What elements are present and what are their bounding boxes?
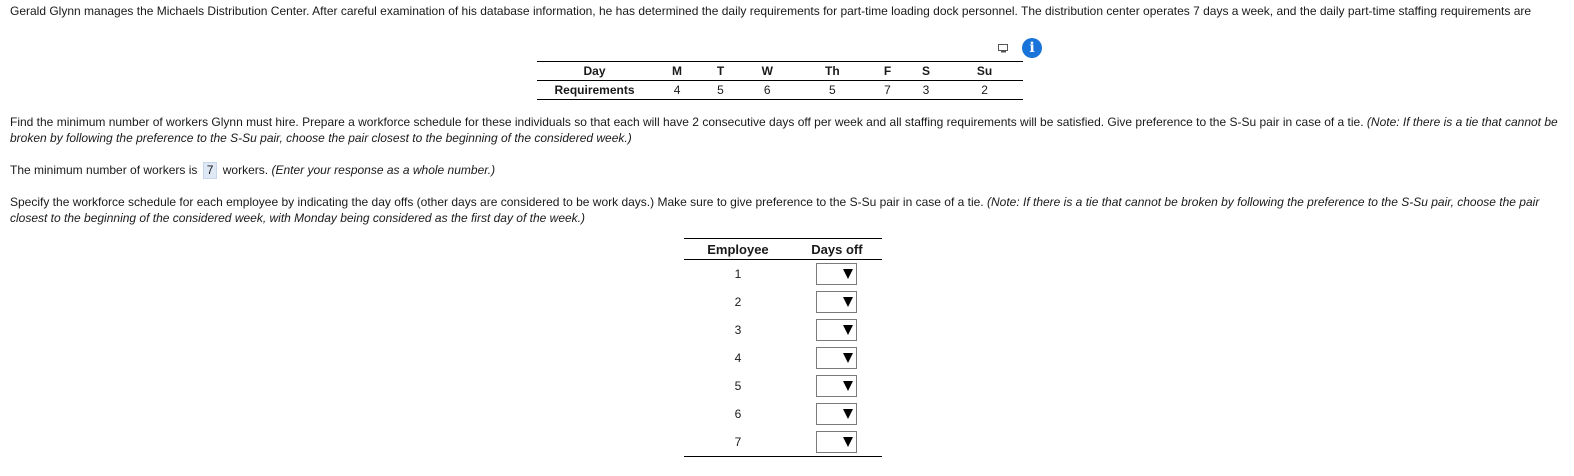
day-wed: W bbox=[739, 62, 796, 81]
specify-note: (Note: If there is a tie that cannot be broken by following the preference to the S-Su pair, choose the pair closest to the beginning of the considered week, with Monday being considered as the first day of the week.) bbox=[10, 195, 1540, 225]
days-off-select-7[interactable] bbox=[816, 431, 857, 453]
schedule-header-row bbox=[684, 239, 882, 260]
find-text: Find the minimum number of workers Glynn must hire. Prepare a workforce schedule for these individuals so that each will have 2 consecutive days off per week and all staffing requirements will be satisfied. Give preference to the S-Su pair in case of a tie. bbox=[10, 115, 1364, 129]
day-mon: M bbox=[652, 62, 702, 81]
info-icon[interactable]: i bbox=[1022, 38, 1042, 58]
employee-number: 2 bbox=[734, 295, 742, 309]
table-row bbox=[684, 344, 882, 372]
specify-instructions bbox=[10, 194, 1565, 226]
requirements-label: Requirements bbox=[537, 81, 652, 100]
req-sun: 2 bbox=[946, 81, 1023, 100]
employee-number: 3 bbox=[734, 323, 742, 337]
dropdown-arrow-icon bbox=[843, 353, 853, 363]
days-off-select-4[interactable] bbox=[816, 347, 857, 369]
req-fri: 7 bbox=[869, 81, 906, 100]
days-off-header: Days off bbox=[792, 239, 882, 260]
find-instructions bbox=[10, 114, 1565, 146]
days-off-select-3[interactable] bbox=[816, 319, 857, 341]
intro-text: Gerald Glynn manages the Michaels Distribution Center. After careful examination of his database information, he has determined the daily requirements for part-time loading dock personnel. The distribution center operates 7 days a week, and the daily part-time staffing requirements are bbox=[10, 4, 1532, 18]
specify-text: Specify the workforce schedule for each employee by indicating the day offs (other days are considered to be work days.) Make sure to give preference to the S-Su pair in case of a tie. bbox=[10, 195, 984, 209]
employee-number: 1 bbox=[734, 267, 742, 281]
days-off-select-5[interactable] bbox=[816, 375, 857, 397]
employee-number: 5 bbox=[734, 379, 742, 393]
min-workers-note: (Enter your response as a whole number.) bbox=[271, 163, 496, 177]
req-thu: 5 bbox=[796, 81, 870, 100]
employee-number: 6 bbox=[734, 407, 742, 421]
min-workers-answer[interactable]: 7 bbox=[203, 162, 218, 179]
table-row bbox=[684, 260, 882, 289]
days-off-select-1[interactable] bbox=[816, 263, 857, 285]
day-sun: Su bbox=[946, 62, 1023, 81]
day-tue: T bbox=[702, 62, 739, 81]
requirements-table bbox=[537, 61, 1023, 100]
table-row bbox=[684, 372, 882, 400]
schedule-table bbox=[684, 238, 882, 457]
find-note: (Note: If there is a tie that cannot be broken by following the preference to the S-Su pair, choose the pair closest to the beginning of the considered week.) bbox=[10, 115, 1558, 145]
employee-header: Employee bbox=[684, 239, 792, 260]
table-row bbox=[684, 288, 882, 316]
min-workers-line bbox=[10, 162, 1565, 179]
dropdown-arrow-icon bbox=[843, 409, 853, 419]
table-row bbox=[684, 400, 882, 428]
req-sat: 3 bbox=[906, 81, 946, 100]
employee-number: 4 bbox=[734, 351, 742, 365]
req-mon: 4 bbox=[652, 81, 702, 100]
requirements-header-row bbox=[537, 62, 1023, 81]
dropdown-arrow-icon bbox=[843, 325, 853, 335]
dropdown-arrow-icon bbox=[843, 381, 853, 391]
table-row bbox=[684, 316, 882, 344]
dropdown-arrow-icon bbox=[843, 437, 853, 447]
day-thu: Th bbox=[796, 62, 870, 81]
day-fri: F bbox=[869, 62, 906, 81]
dropdown-arrow-icon bbox=[843, 297, 853, 307]
requirements-values-row bbox=[537, 81, 1023, 100]
min-workers-prefix: The minimum number of workers is bbox=[10, 163, 198, 177]
day-sat: S bbox=[906, 62, 946, 81]
employee-number: 7 bbox=[684, 428, 792, 457]
day-label: Day bbox=[537, 62, 652, 81]
days-off-select-6[interactable] bbox=[816, 403, 857, 425]
req-wed: 6 bbox=[739, 81, 796, 100]
req-tue: 5 bbox=[702, 81, 739, 100]
copy-icon[interactable] bbox=[998, 44, 1009, 53]
table-row bbox=[684, 428, 882, 457]
days-off-select-2[interactable] bbox=[816, 291, 857, 313]
min-workers-suffix: workers. bbox=[222, 163, 269, 177]
dropdown-arrow-icon bbox=[843, 269, 853, 279]
